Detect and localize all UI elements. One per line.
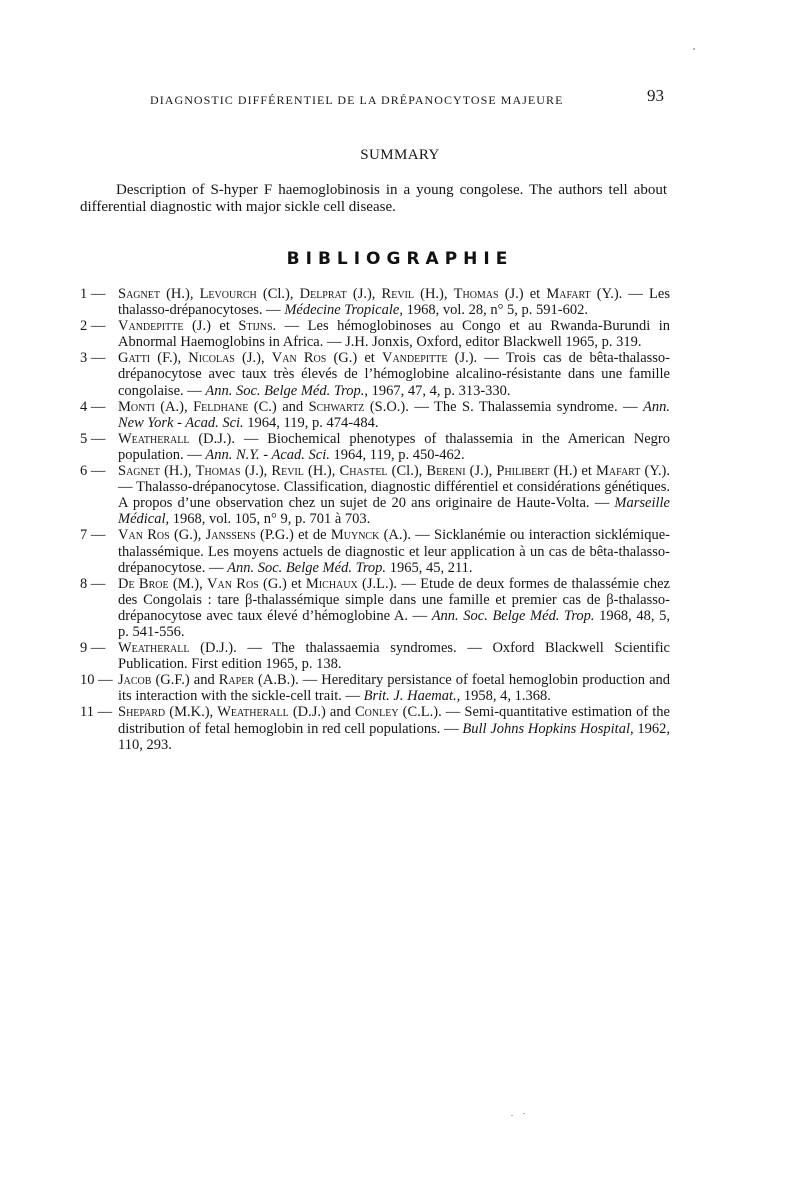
author-name: Monti [118,398,155,415]
reference-text: (H.), [414,286,454,302]
reference-text: 1967, 47, 4, p. 313-330. [367,382,511,399]
author-name: Revil [381,286,414,302]
scan-speck [511,1115,513,1116]
author-name: Chastel [339,463,388,480]
reference-text: 1968, vol. 105, n° 9, p. 701 à 703. [169,511,371,528]
author-name: Bereni [426,463,466,480]
reference-number: 4 — [80,398,106,415]
author-name: Schwartz [308,398,365,415]
author-name: Vandepitte [118,318,184,335]
journal-title: Ann. N.Y. - Acad. Sci. [205,446,330,463]
reference-number: 8 — [80,575,106,592]
reference-item [80,704,670,752]
reference-number: 6 — [80,463,106,480]
reference-text: (D.J.). — Biochemical phenotypes of thalassemia in the American Negro population. — [118,430,670,463]
reference-text: (H.), [159,463,196,480]
reference-number: 10 — [80,672,113,689]
reference-number: 2 — [80,318,106,335]
reference-list [80,286,670,753]
author-name: Sagnet [118,286,160,302]
reference-text: 1968, 48, 5, p. 541-556. [118,607,671,640]
reference-text: (G.), [169,527,206,544]
author-name: Weatherall [217,704,289,721]
reference-text: 1965, 45, 211. [386,559,473,576]
reference-text: (G.F.) and [151,672,219,689]
reference-number: 5 — [80,430,106,447]
reference-item [80,672,670,704]
reference-text: (A.B.). — Hereditary persistance of foetal hemoglobin production and its interaction with the sickle-cell trait. — [118,672,671,705]
author-name: Gatti [118,350,151,367]
reference-text: (A.). — Sicklanémie ou interaction sicklémique-thalassémique. Les moyens actuels de diagnostic et leur application à un cas de bêta-thalasso-drépanocytose. — [118,527,670,576]
journal-title: Ann. New York - Acad. Sci. [118,398,670,431]
reference-number: 1 — [80,286,106,302]
author-name: Muynck [330,527,380,544]
author-name: Weatherall [118,430,190,447]
reference-text: (Cl.), [387,463,427,480]
reference-text: 1958, 4, 1.368. [460,688,551,705]
reference-text: (H.), [159,286,200,302]
author-name: Mafart [596,463,641,480]
journal-title: Ann. Soc. Belge Méd. Trop. [431,607,595,624]
reference-text: . — Les hémoglobinoses au Congo et au Rwanda-Burundi in Abnormal Haemoglobins in Africa. — J.H. Jonxis, Oxford, editor Blackwell 1965, p. 319. [118,318,670,351]
bibliography-heading: BIBLIOGRAPHIE [286,249,514,269]
reference-text: (M.), [168,575,208,592]
reference-number: 7 — [80,527,106,544]
author-name: Weatherall [118,640,190,657]
reference-text: (A.), [154,398,194,415]
journal-title: Brit. J. Haemat., [363,688,461,705]
author-name: Raper [218,672,254,689]
reference-text: (S.O.). — The S. Thalassemia syndrome. — [364,398,644,415]
author-name: De Broe [118,575,169,592]
reference-text: (G.) et [326,350,382,367]
reference-text: (Cl.), [256,286,300,302]
reference-text: (P.G.) et de [255,527,331,544]
running-title: DIAGNOSTIC DIFFÉRENTIEL DE LA DRÉPANOCYTOSE MAJEURE [150,93,564,107]
reference-text: (J.), [240,463,272,480]
author-name: Nicolas [188,350,235,367]
author-name: Janssens [205,527,256,544]
author-name: Shepard [118,704,166,721]
reference-text: (H.), [303,463,340,480]
reference-text: (J.) et [498,286,547,302]
reference-text: (J.), [465,463,497,480]
reference-number: 3 — [80,350,106,367]
reference-item [80,399,670,431]
author-name: Van Ros [207,575,259,592]
author-name: Levourch [199,286,257,302]
reference-text: (D.J.). — The thalassaemia syndromes. — Oxford Blackwell Scientific Publication. First edition 1965, p. 138. [118,640,670,673]
reference-text: (F.), [150,350,189,367]
author-name: Feldhane [193,398,249,415]
reference-text: 1964, 119, p. 474-484. [243,414,379,431]
reference-item [80,286,670,318]
summary-heading: SUMMARY [360,147,440,163]
scan-speck [693,48,695,50]
reference-number: 9 — [80,640,106,657]
author-name: Michaux [305,575,358,592]
reference-item [80,527,670,575]
reference-item [80,431,670,463]
journal-title: Médecine Tropicale, [284,302,403,319]
author-name: Thomas [195,463,241,480]
reference-text: (J.L.). — Etude de deux formes de thalassémie chez des Congolais : tare β-thalassémique simple dans une famille et premier cas de β-thalasso-drépanocytose avec taux élevé d’hémoglobine A. — [118,575,670,624]
author-name: Sagnet [118,463,160,480]
reference-text: (Y.). — Thalasso-drépanocytose. Classification, diagnostic différentiel et considérations génétiques. A propos d’une observation chez un sujet de 20 ans originaire de Haute-Volta. — [118,463,671,512]
reference-text: (J.) et [183,318,239,335]
author-name: Van Ros [271,350,327,367]
author-name: Conley [354,704,399,721]
page-number: 93 [647,86,664,105]
author-name: Jacob [118,672,152,689]
reference-text: 1962, 110, 293. [118,720,671,753]
author-name: Stijns [238,318,273,335]
author-name: Philibert [496,463,550,480]
author-name: Thomas [453,286,499,302]
journal-title: Ann. Soc. Belge Méd. Trop., [205,382,368,399]
reference-text: (G.) et [258,575,306,592]
reference-text: (J.), [234,350,272,367]
journal-title: Marseille Médical, [118,495,670,528]
journal-title: Bull Johns Hopkins Hospital, [462,720,634,737]
reference-text: (J.). — Trois cas de bêta-thalasso-drépanocytose avec taux très élevés de l’hémoglobine alcalino-résistante dans une famille congolaise. — [118,350,671,399]
reference-item [80,576,670,640]
reference-text: (C.) and [248,398,309,415]
reference-text: (D.J.) and [288,704,355,721]
reference-item [80,318,670,350]
journal-title: Ann. Soc. Belge Méd. Trop. [227,559,387,576]
reference-number: 11 — [80,704,113,721]
reference-text: (J.), [346,286,382,302]
reference-item [80,640,670,672]
scan-speck [523,1113,525,1114]
author-name: Vandepitte [381,350,448,367]
reference-text: 1968, vol. 28, n° 5, p. 591-602. [402,302,588,319]
author-name: Delprat [299,286,347,302]
reference-text: 1964, 119, p. 450-462. [329,446,465,463]
reference-item [80,350,670,398]
reference-text: (C.L.). — Semi-quantitative estimation of the distribution of fetal hemoglobin in red cell populations. — [118,704,670,737]
author-name: Revil [271,463,304,480]
author-name: Van Ros [118,527,170,544]
summary-paragraph: Description of S-hyper F haemoglobinosis in a young congolese. The authors tell about differential diagnostic with major sickle cell disease. [80,182,667,215]
reference-text: (M.K.), [165,704,218,721]
author-name: Mafart [546,286,591,302]
reference-item [80,463,670,527]
reference-text: (H.) et [549,463,597,480]
reference-text: (Y.). — Les thalasso-drépanocytoses. — [118,286,670,319]
